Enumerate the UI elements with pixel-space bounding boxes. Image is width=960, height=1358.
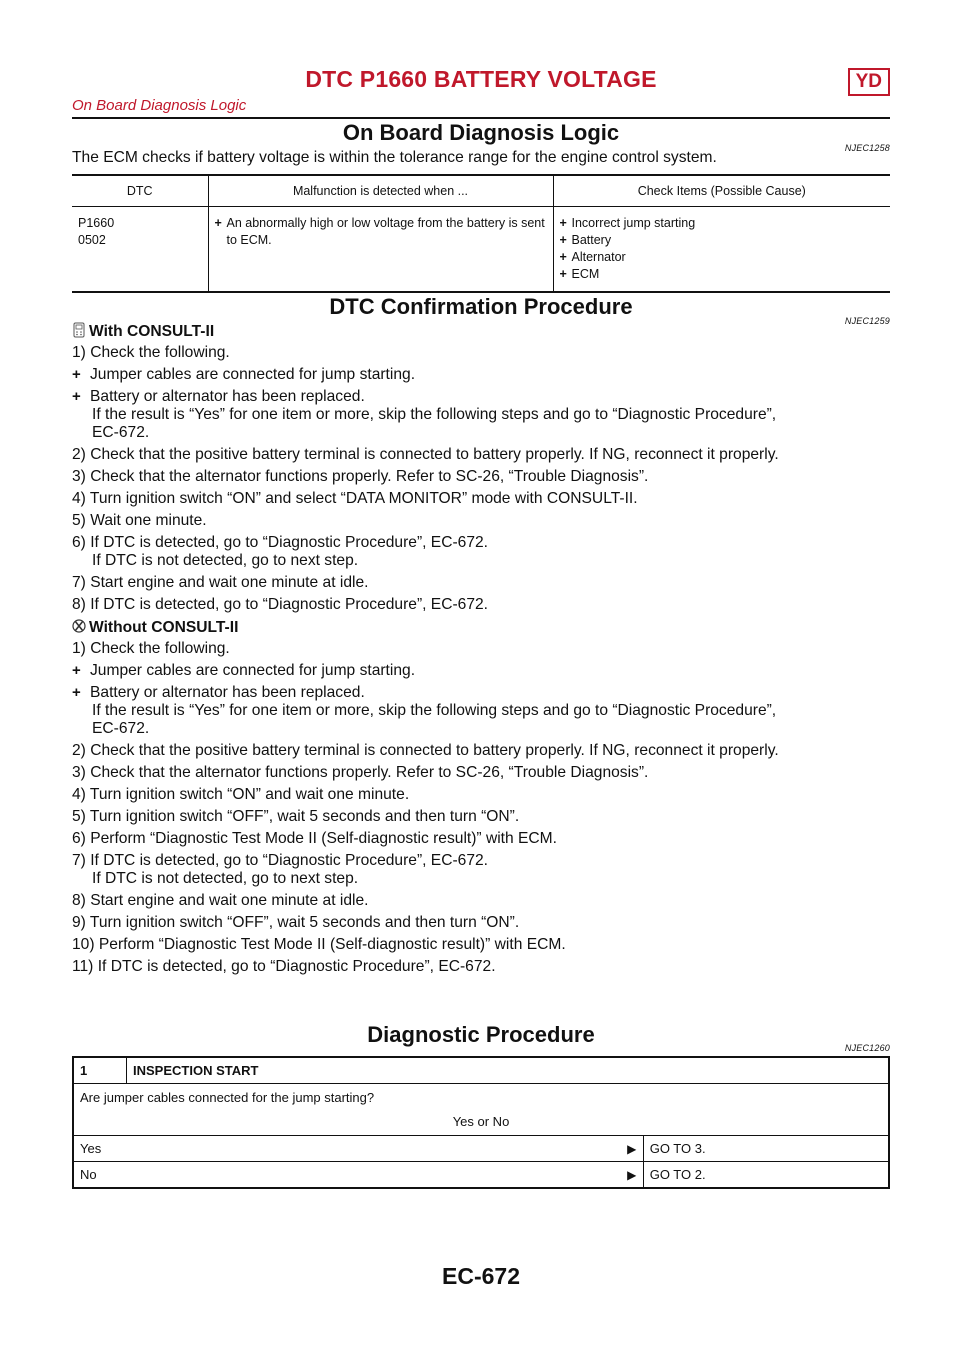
procedure-answer-row xyxy=(73,1136,889,1162)
procedure-answer-row xyxy=(73,1162,889,1189)
step-text: 9) Turn ignition switch “OFF”, wait 5 seconds and then turn “ON”. xyxy=(72,914,520,931)
bullet-glyph: + xyxy=(559,267,567,281)
procedure-step-header xyxy=(73,1057,889,1084)
page-header-title: DTC P1660 BATTERY VOLTAGE xyxy=(305,66,657,92)
step-continuation: If DTC is not detected, go to next step. xyxy=(92,552,359,569)
step-text: 8) Start engine and wait one minute at idle. xyxy=(72,892,369,909)
dtc-code-cell xyxy=(72,207,208,293)
answer-action: GO TO 3. xyxy=(643,1136,889,1162)
dtc-column-header: DTC xyxy=(72,175,208,207)
cause-text: Battery xyxy=(571,233,612,247)
list-item xyxy=(560,249,885,266)
cause-text: Alternator xyxy=(571,250,626,264)
step-continuation: If DTC is not detected, go to next step. xyxy=(92,870,359,887)
step-text: 6) Perform “Diagnostic Test Mode II (Self-diagnostic result)” with ECM. xyxy=(72,830,558,847)
procedure-step-title: INSPECTION START xyxy=(127,1057,890,1084)
arrow-icon: ▶ xyxy=(621,1136,644,1162)
step-text: 10) Perform “Diagnostic Test Mode II (Self-diagnostic result)” with ECM. xyxy=(72,936,566,953)
step-text: 6) If DTC is detected, go to “Diagnostic Procedure”, EC-672. xyxy=(72,534,489,551)
dtc-table-header-row xyxy=(72,175,890,207)
dtc-code: P1660 xyxy=(78,216,115,230)
list-item xyxy=(72,662,415,680)
step-continuation: EC-672. xyxy=(92,720,150,737)
procedure-question-cell xyxy=(73,1084,889,1136)
answer-label: No xyxy=(73,1162,621,1189)
malfunction-text: An abnormally high or low voltage from the battery is sent to ECM. xyxy=(226,216,545,247)
cause-text: Incorrect jump starting xyxy=(571,216,696,230)
list-item xyxy=(560,266,885,283)
malfunction-column-header: Malfunction is detected when ... xyxy=(208,175,553,207)
cause-text: ECM xyxy=(571,267,600,281)
list-item xyxy=(560,232,885,249)
answer-action: GO TO 2. xyxy=(643,1162,889,1189)
section-code: NJEC1259 xyxy=(844,316,890,326)
dtc-code-alt: 0502 xyxy=(78,233,106,247)
bullet-glyph: + xyxy=(559,233,567,247)
bullet-glyph: + xyxy=(72,684,81,701)
arrow-icon: ▶ xyxy=(621,1162,644,1189)
procedure-answer-label: Yes or No xyxy=(452,1114,510,1129)
procedure-question: Are jumper cables connected for the jump starting? xyxy=(80,1090,375,1105)
step-continuation: If the result is “Yes” for one item or more, skip the following steps and go to “Diagnostic Procedure”, xyxy=(92,702,777,719)
bullet-text: Jumper cables are connected for jump starting. xyxy=(90,366,416,383)
section-title-on-board-diagnosis: On Board Diagnosis Logic xyxy=(342,120,620,145)
bullet-glyph: + xyxy=(559,216,567,230)
section-code: NJEC1260 xyxy=(844,1043,890,1053)
answer-label: Yes xyxy=(73,1136,621,1162)
dtc-table xyxy=(72,174,890,293)
with-consult-heading xyxy=(72,322,214,341)
diagnostic-procedure-table xyxy=(72,1056,890,1189)
step-text: 5) Turn ignition switch “OFF”, wait 5 seconds and then turn “ON”. xyxy=(72,808,520,825)
procedure-question-row xyxy=(73,1084,889,1136)
bullet-glyph: + xyxy=(72,662,81,679)
engine-tag-badge: YD xyxy=(848,68,890,96)
bullet-glyph: + xyxy=(214,216,222,230)
dtc-table-row xyxy=(72,207,890,293)
procedure-step-number: 1 xyxy=(73,1057,127,1084)
step-text: 5) Wait one minute. xyxy=(72,512,207,529)
step-text: 3) Check that the alternator functions properly. Refer to SC-26, “Trouble Diagnosis”. xyxy=(72,764,649,781)
step-text: 7) If DTC is detected, go to “Diagnostic Procedure”, EC-672. xyxy=(72,852,489,869)
step-text: 11) If DTC is detected, go to “Diagnostic Procedure”, EC-672. xyxy=(72,958,496,975)
step-text: 8) If DTC is detected, go to “Diagnostic Procedure”, EC-672. xyxy=(72,596,489,613)
step-text: 1) Check the following. xyxy=(72,640,230,657)
with-consult-label: With CONSULT-II xyxy=(89,323,215,340)
step-text: 4) Turn ignition switch “ON” and wait one minute. xyxy=(72,786,410,803)
list-item xyxy=(72,388,365,406)
header-divider xyxy=(72,117,890,119)
section-title-diagnostic-procedure: Diagnostic Procedure xyxy=(367,1022,595,1047)
step-text: 4) Turn ignition switch “ON” and select “DATA MONITOR” mode with CONSULT-II. xyxy=(72,490,638,507)
malfunction-cell xyxy=(208,207,553,293)
no-tools-icon xyxy=(72,618,86,634)
page-header-subtitle: On Board Diagnosis Logic xyxy=(72,97,247,114)
bullet-text: Battery or alternator has been replaced. xyxy=(90,684,365,701)
step-continuation: EC-672. xyxy=(92,424,150,441)
bullet-text: Jumper cables are connected for jump starting. xyxy=(90,662,416,679)
section-code: NJEC1258 xyxy=(844,143,890,153)
list-item xyxy=(72,684,365,702)
without-consult-heading xyxy=(72,618,238,637)
bullet-glyph: + xyxy=(72,388,81,405)
page-number: EC-672 xyxy=(442,1263,520,1289)
step-text: 3) Check that the alternator functions properly. Refer to SC-26, “Trouble Diagnosis”. xyxy=(72,468,649,485)
cause-column-header: Check Items (Possible Cause) xyxy=(553,175,890,207)
section-title-dtc-confirmation: DTC Confirmation Procedure xyxy=(329,294,633,319)
bullet-text: Battery or alternator has been replaced. xyxy=(90,388,365,405)
step-continuation: If the result is “Yes” for one item or more, skip the following steps and go to “Diagnostic Procedure”, xyxy=(92,406,777,423)
list-item xyxy=(560,215,885,232)
step-text: 7) Start engine and wait one minute at idle. xyxy=(72,574,369,591)
step-text: 1) Check the following. xyxy=(72,344,230,361)
without-consult-label: Without CONSULT-II xyxy=(89,619,239,636)
bullet-glyph: + xyxy=(72,366,81,383)
section-intro: The ECM checks if battery voltage is within the tolerance range for the engine control system. xyxy=(72,149,717,166)
bullet-glyph: + xyxy=(559,250,567,264)
list-item xyxy=(72,366,415,384)
causes-cell xyxy=(553,207,890,293)
consult-tester-icon xyxy=(72,322,86,338)
step-text: 2) Check that the positive battery terminal is connected to battery properly. If NG, reconnect it properly. xyxy=(72,742,779,759)
step-text: 2) Check that the positive battery terminal is connected to battery properly. If NG, reconnect it properly. xyxy=(72,446,779,463)
